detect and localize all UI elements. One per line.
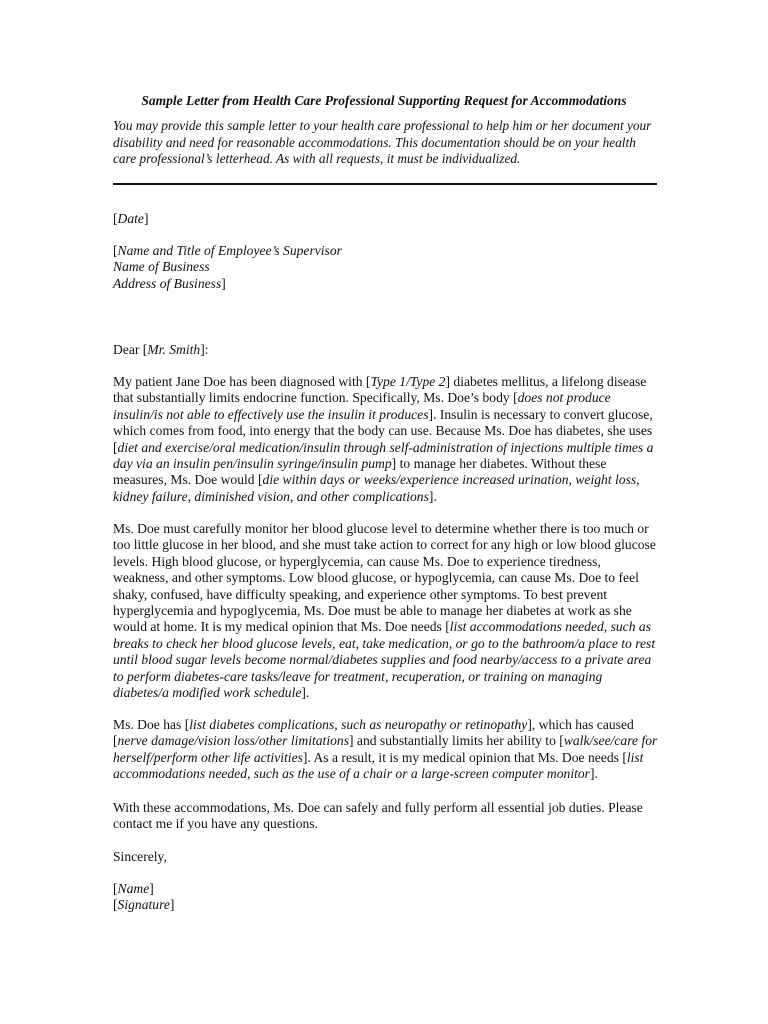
recipient-name-title: Name and Title of Employee’s Supervisor (117, 243, 342, 258)
recipient-address-block (113, 243, 658, 292)
paragraph-placeholder: nerve damage/vision loss/other limitations (117, 733, 349, 749)
salutation-prefix: Dear [ (113, 342, 148, 357)
business-name: Name of Business (113, 259, 210, 275)
date-placeholder: Date (117, 211, 144, 226)
closing: Sincerely, (113, 849, 167, 864)
paragraph-complications (113, 717, 658, 783)
paragraph-text: ]. (428, 488, 437, 504)
paragraph-placeholder: walk/see/care for herself/perform other life activities (113, 733, 658, 765)
paragraph-text: My patient Jane Doe has been diagnosed with [ (113, 374, 371, 389)
salutation-name: Mr. Smith (147, 342, 201, 357)
paragraph-placeholder: die within days or weeks/experience increased urination, weight loss, kidney failure, diminished vision, and other complications (113, 472, 640, 504)
paragraph-text: ]. (301, 685, 310, 701)
paragraph-placeholder: Type 1/Type 2 (370, 374, 446, 389)
salutation (113, 342, 658, 358)
signature-block (113, 881, 658, 914)
signature-name: Name (117, 881, 150, 896)
paragraph-text: ]. As a result, it is my medical opinion that Ms. Doe needs [ (302, 749, 627, 765)
signature-placeholder: Signature (117, 897, 170, 913)
paragraph-text: Ms. Doe has [ (113, 717, 190, 732)
paragraph-text: ] and substantially limits her ability to [ (348, 733, 564, 749)
paragraph-text: ]. (589, 766, 598, 782)
business-address: Address of Business (113, 275, 222, 291)
signature-line: [Signature] (113, 897, 175, 913)
paragraph-text: ]. Insulin is necessary to convert glucose, which comes from food, into energy that the body can use. Because Ms. Doe has diabetes, she uses [ (113, 406, 653, 455)
paragraph-placeholder: list accommodations needed, such as the use of a chair or a large-screen computer monitor (113, 749, 644, 782)
business-address-line: Address of Business] (113, 275, 226, 291)
paragraph-placeholder: does not produce insulin/is not able to effectively use the insulin it produces (113, 390, 611, 422)
paragraph-placeholder: diet and exercise/oral medication/insulin through self-administration of injections multiple times a day via an insulin pen/insulin syringe/insulin pump (113, 439, 654, 472)
horizontal-divider (113, 183, 657, 185)
paragraph-monitoring (113, 521, 658, 701)
paragraph-text: ], which has caused [ (113, 717, 634, 749)
paragraph-placeholder: list accommodations needed, such as breaks to check her blood glucose levels, eat, take medication, or go to the bathroom/a place to rest until blood sugar levels become normal/diabetes supplies and food nearby/access to a private area to perform diabetes-care tasks/leave for treatment, recuperation, or training on managing diabetes/a modified work schedule (113, 619, 656, 701)
document-title: Sample Letter from Health Care Professional Supporting Request for Accommodations (141, 93, 627, 108)
signature-name-line: [Name] (113, 881, 154, 896)
paragraph-placeholder: list diabetes complications, such as neuropathy or retinopathy (189, 717, 528, 732)
paragraph-diagnosis (113, 374, 658, 505)
recipient-name-line: [Name and Title of Employee’s Supervisor (113, 243, 342, 258)
paragraph-text: ] to manage her diabetes. Without these measures, Ms. Doe would [ (113, 456, 607, 488)
date-line: [Date] (113, 211, 149, 226)
intro-instructions: You may provide this sample letter to your health care professional to help him or her document your disability and need for reasonable accommodations. This documentation should be on your health care professional’s letterhead. As with all requests, it must be individualized. (113, 118, 652, 166)
salutation-suffix: ]: (200, 342, 209, 357)
paragraph-text: ] diabetes mellitus, a lifelong disease that substantially limits endocrine function. Specifically, Ms. Doe’s body [ (113, 374, 647, 406)
paragraph-text: Ms. Doe must carefully monitor her blood glucose level to determine whether there is too much or too little glucose in her blood, and she must take action to correct for any high or low blood glucose levels. High blood glucose, or hyperglycemia, can cause Ms. Doe to experience tiredness, weakness, and other symptoms. Low blood glucose, or hypoglycemia, can cause Ms. Doe to feel shaky, confused, have difficulty speaking, and experience other symptoms. To best prevent hyperglycemia and hypoglycemia, Ms. Doe must be able to manage her diabetes at work as she would at home. It is my medical opinion that Ms. Doe needs [ (113, 521, 656, 635)
business-name-line (113, 259, 658, 275)
paragraph-conclusion: With these accommodations, Ms. Doe can safely and fully perform all essential job duties. Please contact me if you have any questions. (113, 800, 643, 832)
